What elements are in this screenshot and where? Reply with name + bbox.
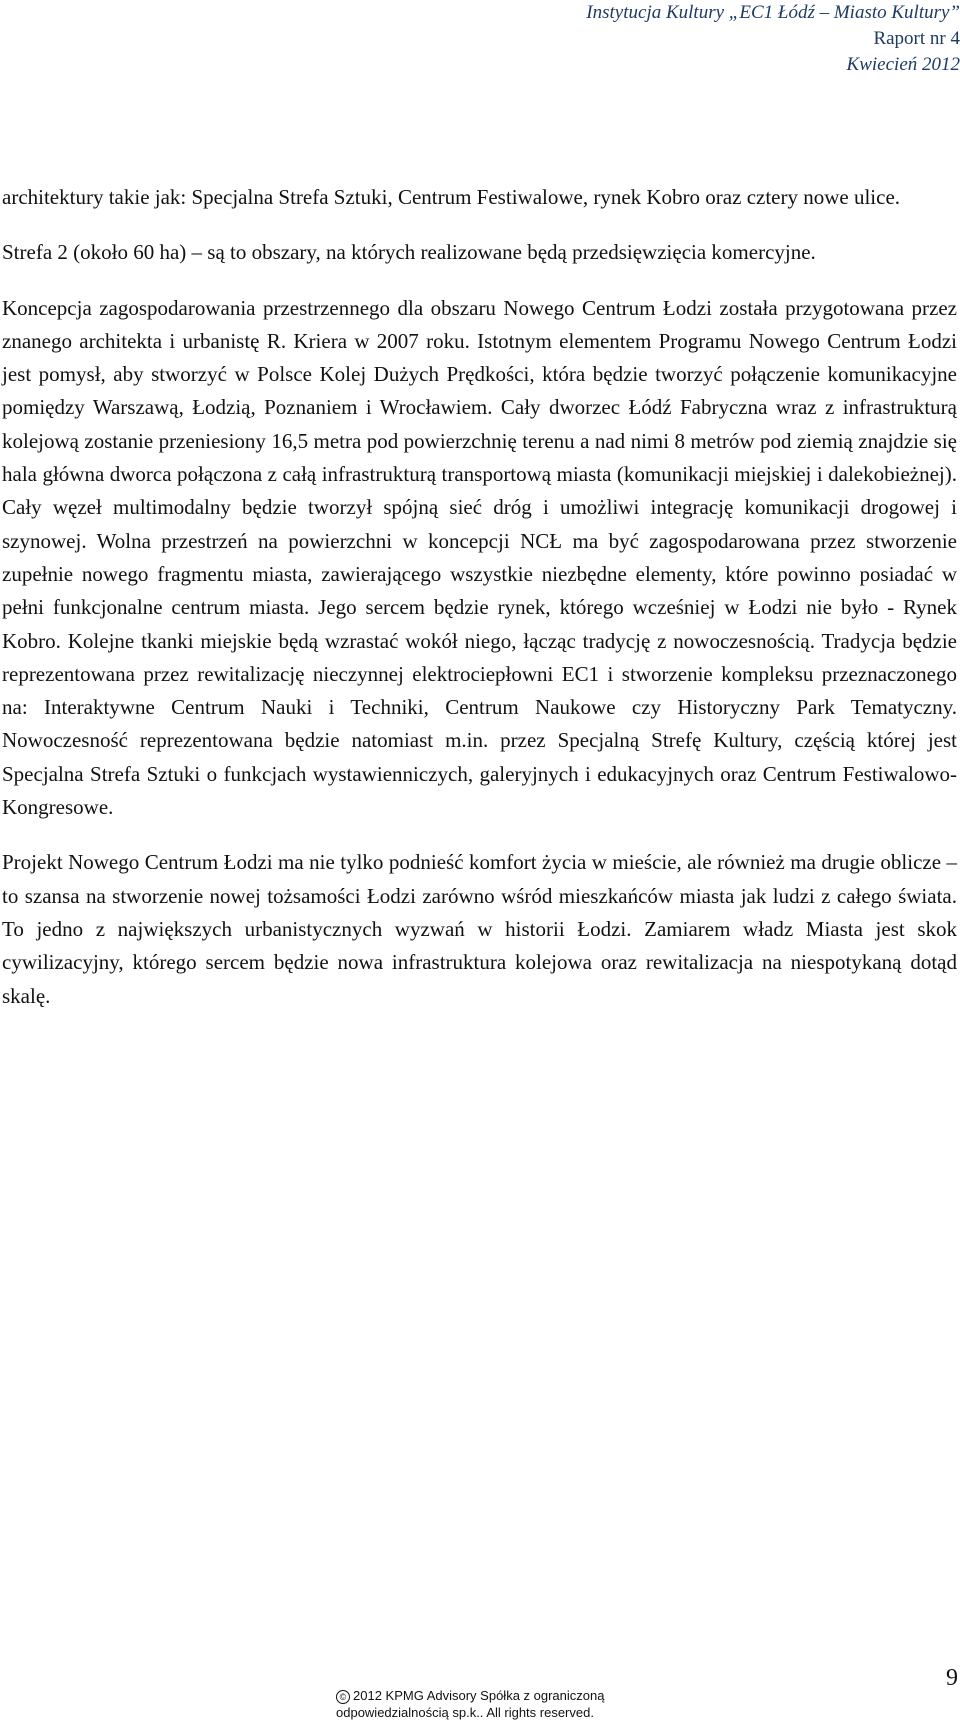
- footer-line-1: 2012 KPMG Advisory Spółka z ograniczoną: [353, 1688, 605, 1703]
- page-number: 9: [946, 1665, 958, 1691]
- header-institution-title: Instytucja Kultury „EC1 Łódź – Miasto Kultury”: [586, 2, 960, 23]
- document-body: [2, 181, 957, 1013]
- header-date: Kwiecień 2012: [846, 54, 960, 75]
- page-header: [586, 0, 960, 78]
- paragraph-projekt: Projekt Nowego Centrum Łodzi ma nie tylko podnieść komfort życia w mieście, ale również ma drugie oblicze – to szansa na stworzenie nowej tożsamości Łodzi zarówno wśród mieszkańców miasta jak ludzi z całego świata. To jedno z największych urbanistycznych wyzwań w historii Łodzi. Zamiarem władz Miasta jest skok cywilizacyjny, którego sercem będzie nowa infrastruktura kolejowa oraz rewitalizacja na niespotykaną dotąd skalę.: [2, 850, 957, 1008]
- header-report-number: Raport nr 4: [873, 28, 960, 49]
- paragraph-strefa-2: Strefa 2 (około 60 ha) – są to obszary, na których realizowane będą przedsięwzięcia komercyjne.: [2, 240, 816, 265]
- footer-line-2: odpowiedzialnością sp.k.. All rights reserved.: [336, 1705, 594, 1720]
- copyright-icon: ©: [336, 1690, 350, 1704]
- paragraph-koncepcja: Koncepcja zagospodarowania przestrzennego dla obszaru Nowego Centrum Łodzi została przygotowana przez znanego architekta i urbanistę R. Kriera w 2007 roku. Istotnym elementem Programu Nowego Centrum Łodzi jest pomysł, aby stworzyć w Polsce Kolej Dużych Prędkości, która będzie tworzyć połączenie komunikacyjne pomiędzy Warszawą, Łodzią, Poznaniem i Wrocławiem. Cały dworzec Łódź Fabryczna wraz z infrastrukturą kolejową zostanie przeniesiony 16,5 metra pod powierzchnię terenu a nad nimi 8 metrów pod ziemią znajdzie się hala główna dworca połączona z całą infrastrukturą transportową miasta (komunikacji miejskiej i dalekobieżnej). Cały węzeł multimodalny będzie tworzył spójną sieć dróg i umożliwi integrację komunikacji drogowej i szynowej. Wolna przestrzeń na powierzchni w koncepcji NCŁ ma być zagospodarowana przez stworzenie zupełnie nowego fragmentu miasta, zawierającego wszystkie niezbędne elementy, które powinno posiadać w pełni funkcjonalne centrum miasta. Jego sercem będzie rynek, którego wcześniej w Łodzi nie było - Rynek Kobro. Kolejne tkanki miejskie będą wzrastać wokół niego, łącząc tradycję z nowoczesnością. Tradycja będzie reprezentowana przez rewitalizację nieczynnej elektrociepłowni EC1 i stworzenie kompleksu przeznaczonego na: Interaktywne Centrum Nauki i Techniki, Centrum Naukowe czy Historyczny Park Tematyczny. Nowoczesność reprezentowana będzie natomiast m.in. przez Specjalną Strefę Kultury, częścią której jest Specjalna Strefa Sztuki o funkcjach wystawienniczych, galeryjnych i edukacyjnych oraz Centrum Festiwalowo-Kongresowe.: [2, 295, 957, 820]
- paragraph-continuation: architektury takie jak: Specjalna Strefa Sztuki, Centrum Festiwalowe, rynek Kobro oraz cztery nowe ulice.: [2, 185, 901, 209]
- page-footer: [336, 1687, 604, 1721]
